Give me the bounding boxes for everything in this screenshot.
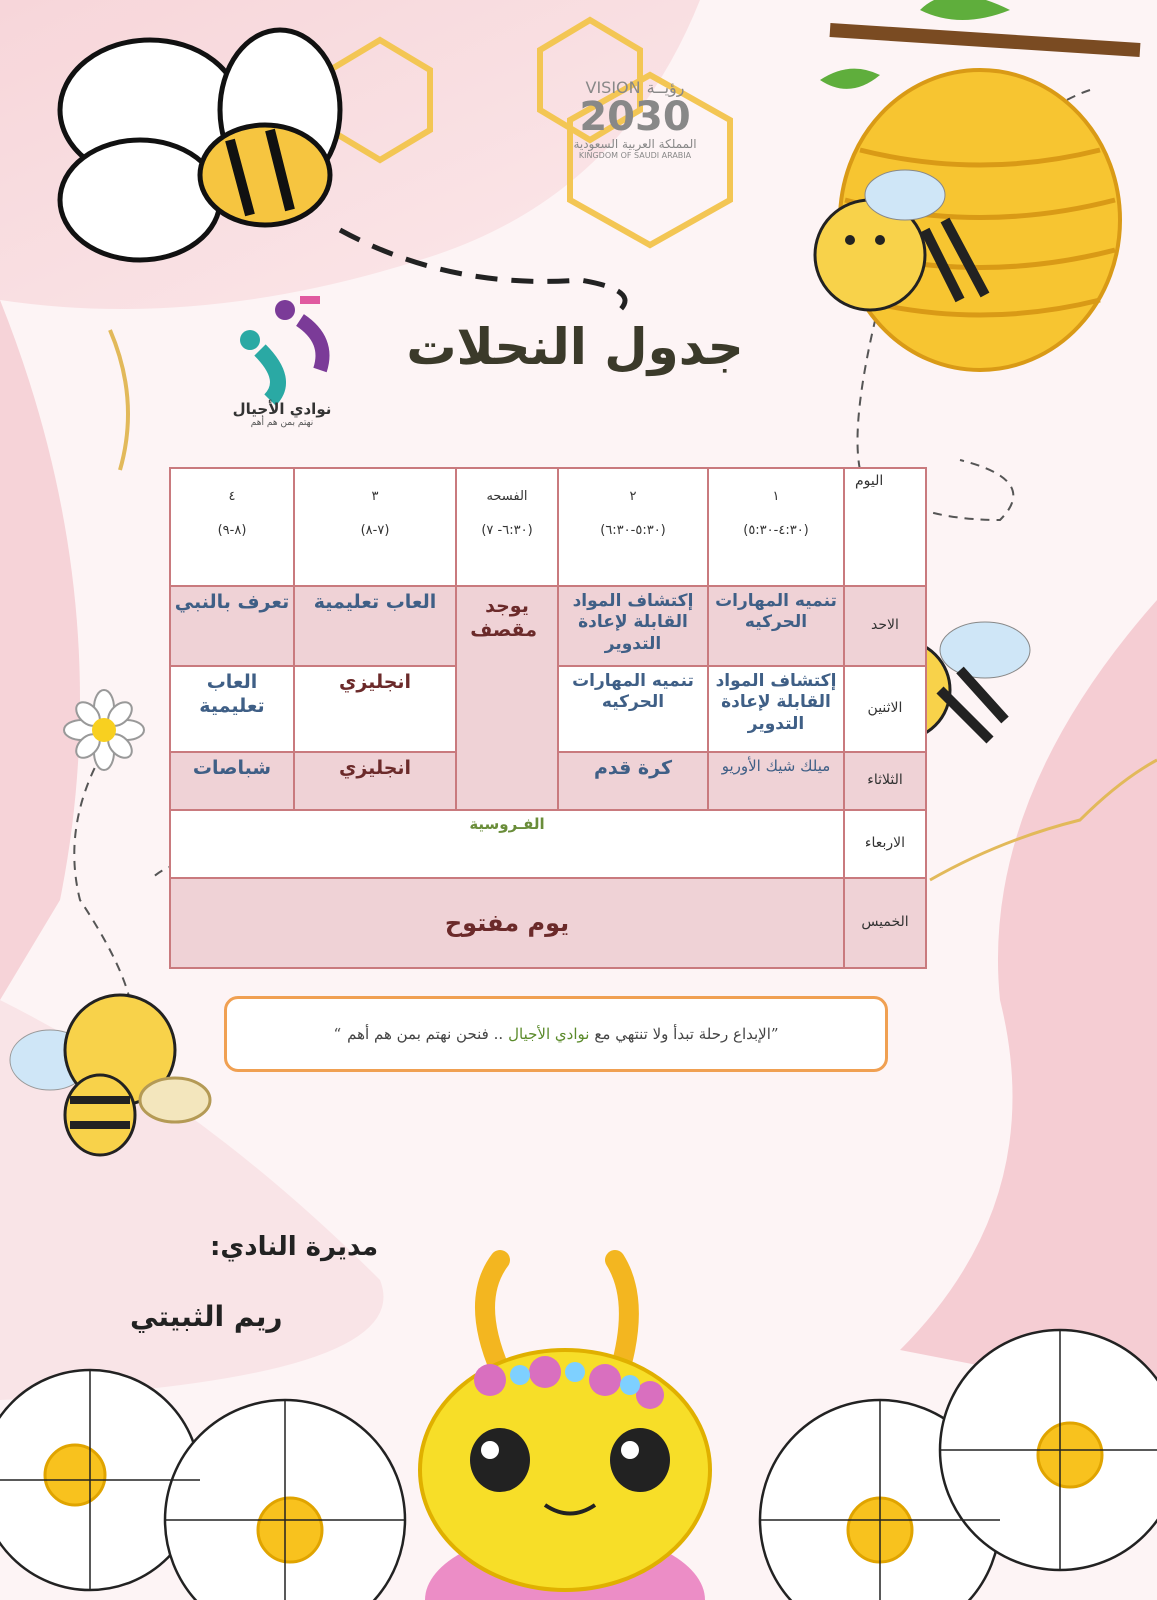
quote-part-2: .. فنحن نهتم بمن هم أهم (347, 1025, 504, 1043)
day-cell-wednesday: الاربعاء (844, 810, 926, 878)
break-cell (456, 586, 558, 810)
wednesday-activity: الفـروسية (170, 810, 844, 878)
day-cell-tuesday: الثلاثاء (844, 752, 926, 810)
page-title: جدول النحلات (406, 318, 744, 376)
period-header-break: الفسحه (٦:٣٠- ٧) (456, 468, 558, 586)
tuesday-period-4: شباصات (170, 752, 294, 810)
table-header-row (170, 468, 926, 586)
vision-arabic-word: رؤيــة (646, 78, 685, 97)
sunday-period-3: العاب تعليمية (294, 586, 456, 666)
period-header-4: ٤ (٨-٩) (170, 468, 294, 586)
vision-kingdom-ar: المملكة العربية السعودية (573, 137, 697, 151)
table-row-wednesday (170, 810, 926, 878)
tuesday-period-2: كرة قدم (558, 752, 708, 810)
tuesday-period-1: ميلك شيك الأوريو (708, 752, 844, 810)
table-row-thursday (170, 878, 926, 968)
quote-club-name: نوادي الأجيال (508, 1025, 590, 1043)
monday-period-3: انجليزي (294, 666, 456, 752)
monday-period-2: تنميه المهارات الحركيه (558, 666, 708, 752)
break-text: يوجد مقصف (470, 595, 537, 641)
quote-close: “ (333, 1025, 342, 1043)
monday-period-4: العاب تعليمية (170, 666, 294, 752)
quote-box (224, 996, 888, 1072)
day-cell-thursday: الخميس (844, 878, 926, 968)
monday-period-1: إكتشاف المواد القابلة لإعادة التدوير (708, 666, 844, 752)
vision-2030-logo (560, 78, 710, 160)
sunday-period-4: تعرف بالنبي (170, 586, 294, 666)
day-cell-sunday: الاحد (844, 586, 926, 666)
signature-role: مديرة النادي: (210, 1232, 379, 1262)
period-header-2: ٢ (٥:٣٠-٦:٣٠) (558, 468, 708, 586)
quote-part-1: ”الإبداع رحلة تبدأ ولا تنتهي مع (594, 1025, 779, 1043)
thursday-activity: يوم مفتوح (170, 878, 844, 968)
signature-name: ريم الثبيتي (130, 1300, 283, 1333)
tuesday-period-3: انجليزي (294, 752, 456, 810)
day-header-cell: اليوم (844, 468, 926, 586)
period-header-1: ١ (٤:٣٠-٥:٣٠) (708, 468, 844, 586)
sunday-period-1: تنميه المهارات الحركيه (708, 586, 844, 666)
club-logo-name: نوادي الأجيال (232, 400, 332, 418)
vision-kingdom-en: KINGDOM OF SAUDI ARABIA (578, 151, 692, 160)
sunday-period-2: إكتشاف المواد القابلة لإعادة التدوير (558, 586, 708, 666)
period-header-3: ٣ (٧-٨) (294, 468, 456, 586)
table-row-sunday (170, 586, 926, 666)
vision-year: 2030 (579, 94, 691, 140)
club-logo (222, 400, 342, 428)
schedule-table (169, 467, 927, 969)
vision-word: VISION (585, 78, 641, 97)
club-logo-tagline: نهتم بمن هم أهم (250, 418, 314, 428)
day-cell-monday: الاثنين (844, 666, 926, 752)
